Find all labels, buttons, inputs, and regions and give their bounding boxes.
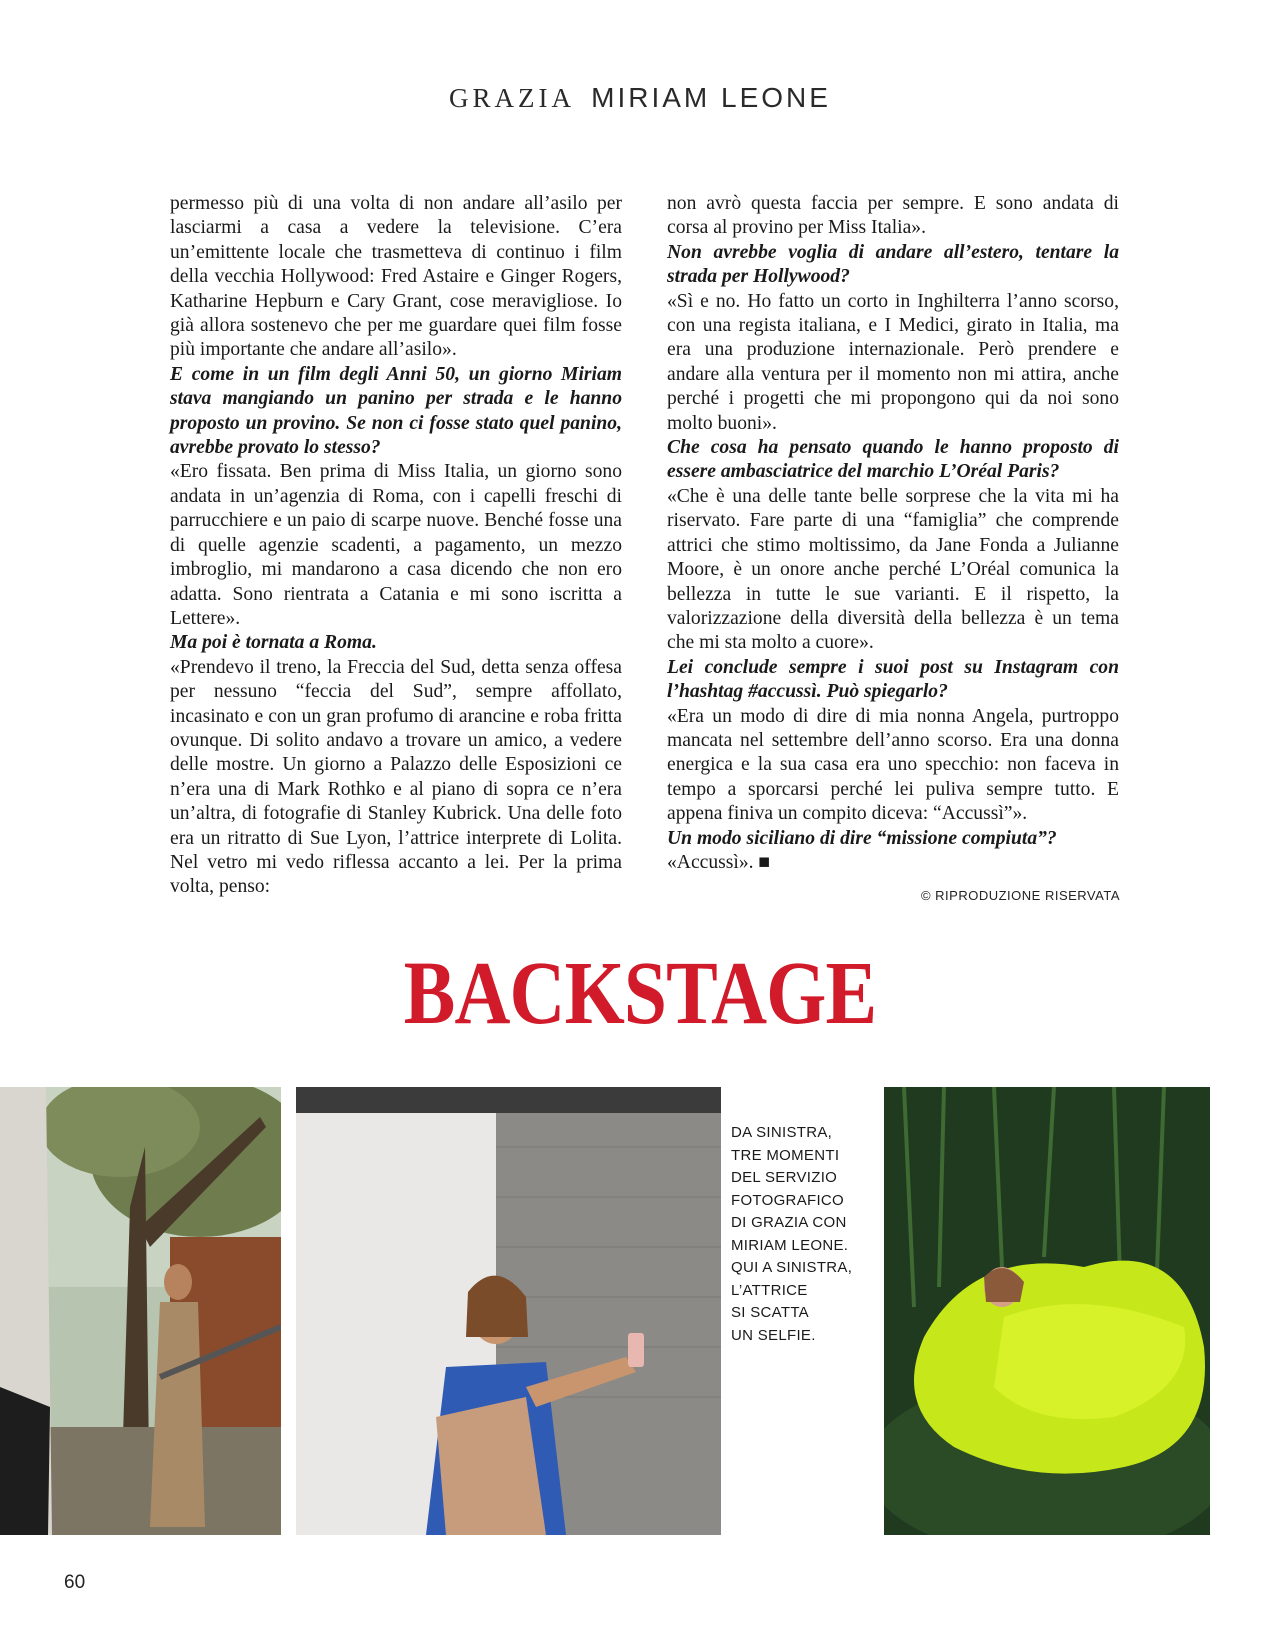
answer-paragraph: «Era un modo di dire di mia nonna Angela, purtroppo mancata nel settembre dell’anno scorso. Era una donna energica e la sua casa era uno specchio: non faceva in tempo a sporcarsi perché lei puliva sempre tutto. E appena finiva un compito diceva: “Accussì”». [667, 705, 1119, 825]
magazine-brand: GRAZIA [449, 83, 576, 113]
question-paragraph: Lei conclude sempre i suoi post su Instagram con l’hashtag #accussì. Può spiegarlo? [667, 656, 1119, 703]
answer-paragraph: «Che è una delle tante belle sorprese che la vita mi ha riservato. Fare parte di una “famiglia” che comprende attrici che stimo moltissimo, da Jane Fonda a Julianne Moore, è un onore anche perché L’Oréal comunica la bellezza in tutte le sue varianti. E il rispetto, la valorizzazione della diversità della bellezza è un tema che mi sta molto a cuore». [667, 485, 1119, 654]
answer-paragraph: permesso più di una volta di non andare all’asilo per lasciarmi a casa a vedere la televisione. C’era un’emittente locale che trasmetteva di continuo i film della vecchia Hollywood: Fred Astaire e Ginger Rogers, Katharine Hepburn e Cary Grant, cose meravigliose. Io già allora sostenevo che per me guardare quei film fosse più importante che andare all’asilo». [170, 193, 622, 361]
question-paragraph: Che cosa ha pensato quando le hanno proposto di essere ambasciatrice del marchio L’Oréal Paris? [667, 437, 1119, 483]
article-column-right [667, 192, 1119, 875]
answer-paragraph: non avrò questa faccia per sempre. E sono andata di corsa al provino per Miss Italia». [667, 193, 1119, 239]
page-number: 60 [64, 1572, 86, 1593]
question-paragraph: Ma poi è tornata a Roma. [170, 632, 377, 654]
answer-paragraph: «Prendevo il treno, la Freccia del Sud, detta senza offesa per nessuno “feccia del Sud”, sempre affollato, incasinato e con un gran profumo di arancine e roba fritta ovunque. Di solito andavo a trovare un amico, a vedere delle mostre. Un giorno a Palazzo delle Esposizioni ce n’era una di Mark Rothko e al piano di sopra ce n’era un’altra, di fotografie di Stanley Kubrick. Una delle foto era un ritratto di Sue Lyon, l’attrice interprete di Lolita. Nel vetro mi vedo riflessa accanto a lei. Per la prima volta, penso: [170, 656, 622, 898]
photo-garden [0, 1087, 281, 1535]
photo-caption [731, 1122, 871, 1347]
caption-line: MIRIAM LEONE. [731, 1236, 849, 1254]
answer-paragraph: «Accussì». ■ [667, 851, 771, 873]
question-paragraph: E come in un film degli Anni 50, un giorno Miriam stava mangiando un panino per strada e le hanno proposto un provino. Se non ci fosse stato quel panino, avrebbe provato lo stesso? [170, 363, 622, 459]
question-paragraph: Un modo siciliano di dire “missione compiuta”? [667, 827, 1057, 849]
caption-line: DI GRAZIA CON [731, 1214, 847, 1231]
page-header [0, 82, 1280, 114]
article-column-left [170, 192, 622, 900]
section-title: BACKSTAGE [403, 944, 877, 1043]
caption-line: DEL SERVIZIO [731, 1169, 838, 1186]
caption-line: TRE MOMENTI [731, 1146, 840, 1164]
caption-line: QUI A SINISTRA, [731, 1259, 853, 1276]
answer-paragraph: «Sì e no. Ho fatto un corto in Inghilterra l’anno scorso, con una regista italiana, e I Medici, girato in Italia, ma era una produzione internazionale. Però prendere e andare alla ventura per il momento non mi attira, anche perché i progetti che mi propongono qui da noi sono molto buoni». [667, 290, 1119, 434]
article-subject: MIRIAM LEONE [591, 82, 831, 113]
answer-paragraph: «Ero fissata. Ben prima di Miss Italia, un giorno sono andata in un’agenzia di Roma, con i capelli freschi di parrucchiere e un paio di scarpe nuove. Benché fosse una di quelle agenzie scadenti, a pagamento, un mezzo imbroglio, mi mandarono a casa dicendo che non ero adatta. Sono rientrata a Catania e mi sono iscritta a Lettere». [170, 461, 622, 629]
caption-line: DA SINISTRA, [731, 1124, 833, 1141]
caption-line: L’ATTRICE [731, 1281, 808, 1299]
caption-line: FOTOGRAFICO [731, 1191, 845, 1209]
photo-selfie [296, 1087, 721, 1535]
caption-line: UN SELFIE. [731, 1326, 816, 1344]
question-paragraph: Non avrebbe voglia di andare all’estero, tentare la strada per Hollywood? [667, 241, 1119, 288]
caption-line: SI SCATTA [731, 1304, 809, 1321]
photo-green-dress [884, 1087, 1210, 1535]
copyright-credit: © RIPRODUZIONE RISERVATA [920, 888, 1120, 903]
